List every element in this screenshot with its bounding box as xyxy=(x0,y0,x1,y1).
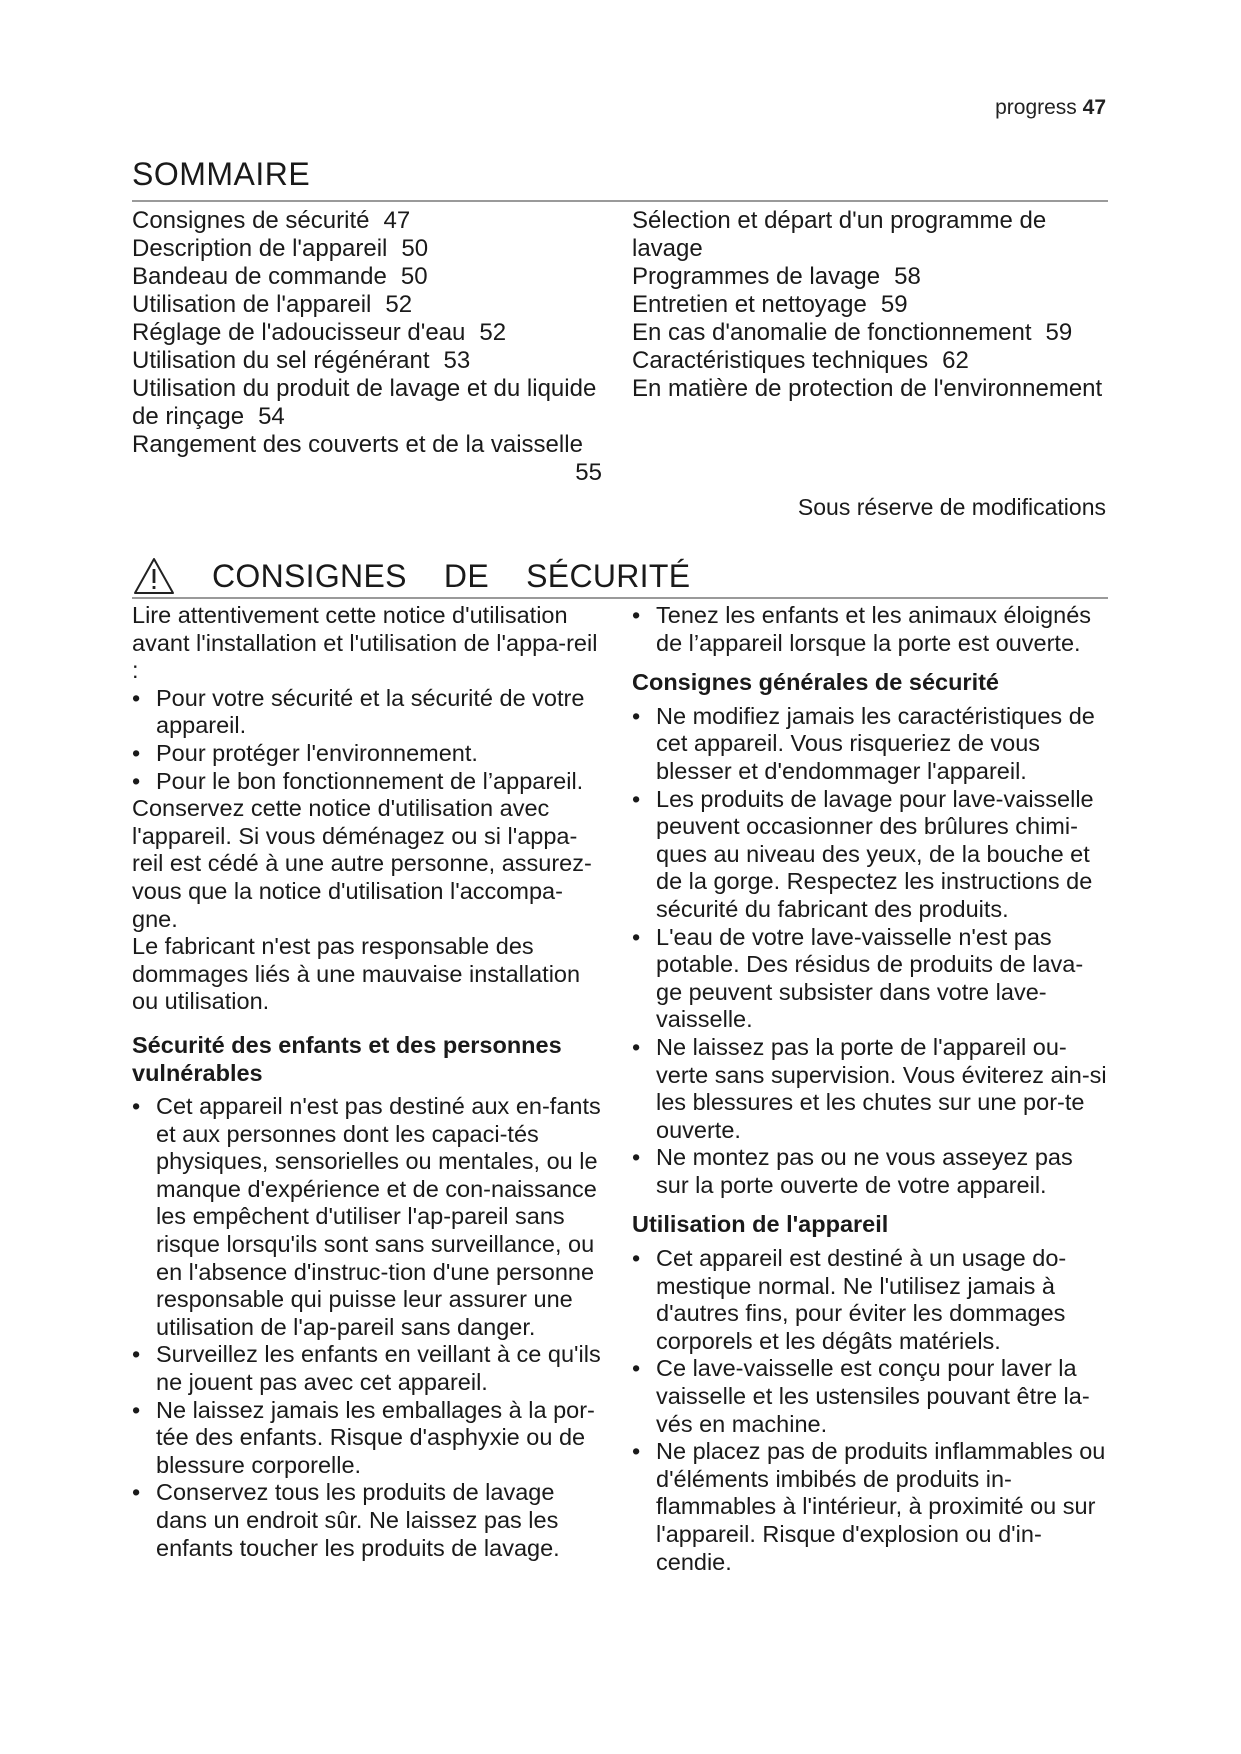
list-item: • Ne modifiez jamais les caractéristiques de cet appareil. Vous risqueriez de vous blesser et d'endommager l'appareil. xyxy=(632,703,1108,786)
toc-item[interactable]: Utilisation de l'appareil 52 xyxy=(132,291,413,318)
keep-notice-text: Conservez cette notice d'utilisation avec l'appareil. Si vous déménagez ou si l'appa-reil est cédé à une autre personne, assurez-vous que la notice d'utilisation l'accompa-gne. xyxy=(132,795,592,932)
toc-item[interactable]: En cas d'anomalie de fonctionnement 59 xyxy=(632,319,1073,346)
general-list xyxy=(632,703,1108,1200)
list-item: • Cet appareil est destiné à un usage do-mestique normal. Ne l'utilisez jamais à d'autres fins, pour éviter les dommages corporels et les dégâts matériels. xyxy=(632,1245,1108,1355)
toc-item[interactable]: Sélection et départ d'un programme de lavage xyxy=(632,207,1047,262)
safety-heading xyxy=(132,552,690,600)
manufacturer-note: Le fabricant n'est pas responsable des dommages liés à une mauvaise installation ou utilisation. xyxy=(132,933,581,1015)
list-item: • Pour votre sécurité et la sécurité de votre appareil. xyxy=(132,685,602,740)
toc-right-column xyxy=(632,207,1108,403)
list-item: • Les produits de lavage pour lave-vaisselle peuvent occasionner des brûlures chimi-ques au niveau des yeux, de la bouche et de la gorge. Respectez les instructions de sécurité du fabricant des produits. xyxy=(632,786,1108,924)
toc-rule xyxy=(132,200,1108,202)
safety-rule xyxy=(132,597,1108,599)
list-item: • Ne montez pas ou ne vous asseyez pas sur la porte ouverte de votre appareil. xyxy=(632,1144,1108,1199)
list-item: • Ne laissez pas la porte de l'appareil ou-verte sans supervision. Vous éviterez ain-si les blessures et les chutes sur une por-te ouverte. xyxy=(632,1034,1108,1144)
list-item: • Tenez les enfants et les animaux éloignés de l’appareil lorsque la porte est ouverte. xyxy=(632,602,1108,657)
toc-item[interactable]: Utilisation du sel régénérant 53 xyxy=(132,347,471,374)
general-heading: Consignes générales de sécurité xyxy=(632,669,1000,696)
usage-heading: Utilisation de l'appareil xyxy=(632,1211,889,1238)
brand-name: progress xyxy=(995,96,1077,119)
intro-list xyxy=(132,685,602,795)
list-item: • Surveillez les enfants en veillant à ce qu'ils ne jouent pas avec cet appareil. xyxy=(132,1341,602,1396)
subject-to-change-note: Sous réserve de modifications xyxy=(797,494,1106,520)
toc-item[interactable]: Rangement des couverts et de la vaisselle 55 xyxy=(132,431,602,486)
safety-right-column xyxy=(632,602,1108,1576)
toc-item[interactable]: Consignes de sécurité 47 xyxy=(132,207,411,234)
usage-list xyxy=(632,1245,1108,1576)
toc-item[interactable]: Réglage de l'adoucisseur d'eau 52 xyxy=(132,319,507,346)
list-item: • Pour le bon fonctionnement de l’appareil. xyxy=(132,768,602,796)
page-number: 47 xyxy=(1082,96,1106,119)
children-list xyxy=(132,1093,602,1562)
toc-left-column xyxy=(132,207,602,487)
toc-title: SOMMAIRE xyxy=(132,156,311,192)
toc-item[interactable]: Bandeau de commande 50 xyxy=(132,263,428,290)
warning-triangle-icon xyxy=(132,556,176,596)
toc-item[interactable]: Programmes de lavage 58 xyxy=(632,263,921,290)
intro-text: Lire attentivement cette notice d'utilisation avant l'installation et l'utilisation de l'appa-reil : xyxy=(132,602,598,684)
list-item: • Pour protéger l'environnement. xyxy=(132,740,602,768)
children-list-continued xyxy=(632,602,1108,657)
safety-left-column xyxy=(132,602,602,1562)
list-item: • Ne placez pas de produits inflammables ou d'éléments imbibés de produits in-flammables à l'intérieur, à proximité ou sur l'appareil. Risque d'explosion ou d'in-cendie. xyxy=(632,1438,1108,1576)
toc-item[interactable]: En matière de protection de l'environnement xyxy=(632,375,1103,402)
list-item: • Conservez tous les produits de lavage dans un endroit sûr. Ne laissez pas les enfants toucher les produits de lavage. xyxy=(132,1479,602,1562)
toc-item[interactable]: Entretien et nettoyage 59 xyxy=(632,291,908,318)
toc-item[interactable]: Description de l'appareil 50 xyxy=(132,235,429,262)
list-item: • Ce lave-vaisselle est conçu pour laver la vaisselle et les ustensiles pouvant être la-vés en machine. xyxy=(632,1355,1108,1438)
toc-item[interactable]: Utilisation du produit de lavage et du liquide de rinçage 54 xyxy=(132,375,597,430)
toc-item[interactable]: Caractéristiques techniques 62 xyxy=(632,347,969,374)
list-item: • Cet appareil n'est pas destiné aux en-fants et aux personnes dont les capaci-tés physiques, sensorielles ou mentales, ou le manque d'expérience et de con-naissance les empêchent d'utiliser l'ap-pareil sans risque lorsqu'ils sont sans surveillance, ou en l'absence d'instruc-tion d'une personne responsable qui puisse leur assurer une utilisation de l'ap-pareil sans danger. xyxy=(132,1093,602,1341)
page-header xyxy=(995,96,1106,120)
children-heading: Sécurité des enfants et des personnes vulnérables xyxy=(132,1031,562,1086)
list-item: • Ne laissez jamais les emballages à la por-tée des enfants. Risque d'asphyxie ou de blessure corporelle. xyxy=(132,1397,602,1480)
list-item: • L'eau de votre lave-vaisselle n'est pas potable. Des résidus de produits de lava-ge peuvent subsister dans votre lave-vaisselle. xyxy=(632,924,1108,1034)
safety-title: CONSIGNES DE SÉCURITÉ xyxy=(212,557,691,594)
